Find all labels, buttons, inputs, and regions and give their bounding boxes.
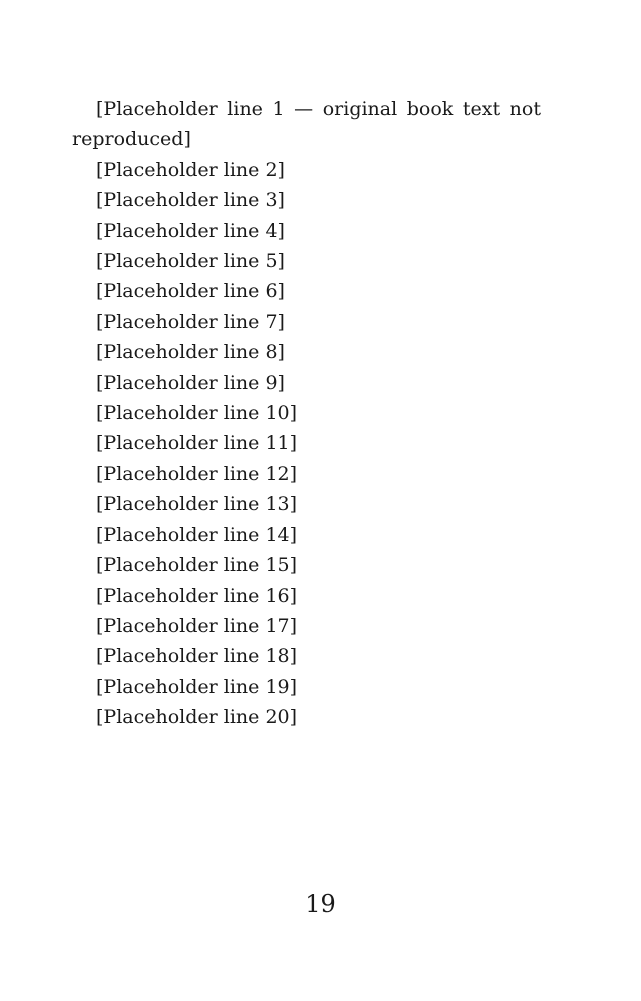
paragraph: [Placeholder line 4]	[96, 219, 285, 242]
paragraph: [Placeholder line 10]	[96, 402, 298, 425]
paragraph: [Placeholder line 3]	[96, 189, 285, 212]
paragraph: [Placeholder line 18]	[96, 645, 298, 668]
paragraph: [Placeholder line 13]	[96, 493, 298, 516]
paragraph: [Placeholder line 12]	[96, 462, 298, 485]
paragraph: [Placeholder line 2]	[96, 158, 285, 181]
paragraph: [Placeholder line 11]	[96, 432, 298, 455]
paragraph: [Placeholder line 19]	[96, 675, 298, 698]
paragraph: [Placeholder line 17]	[96, 614, 298, 637]
paragraph: [Placeholder line 6]	[96, 280, 285, 303]
paragraph: [Placeholder line 14]	[96, 523, 298, 546]
paragraph: [Placeholder line 9]	[96, 371, 285, 394]
paragraph: [Placeholder line 5]	[96, 250, 285, 273]
paragraph: [Placeholder line 16]	[96, 584, 298, 607]
paragraph: [Placeholder line 20]	[96, 706, 298, 729]
paragraph: [Placeholder line 8]	[96, 341, 285, 364]
body-text	[72, 94, 541, 733]
paragraph: [Placeholder line 1 — original book text not reproduced]	[72, 98, 541, 151]
paragraph: [Placeholder line 15]	[96, 554, 298, 577]
page-number: 19	[305, 890, 336, 918]
paragraph: [Placeholder line 7]	[96, 310, 285, 333]
